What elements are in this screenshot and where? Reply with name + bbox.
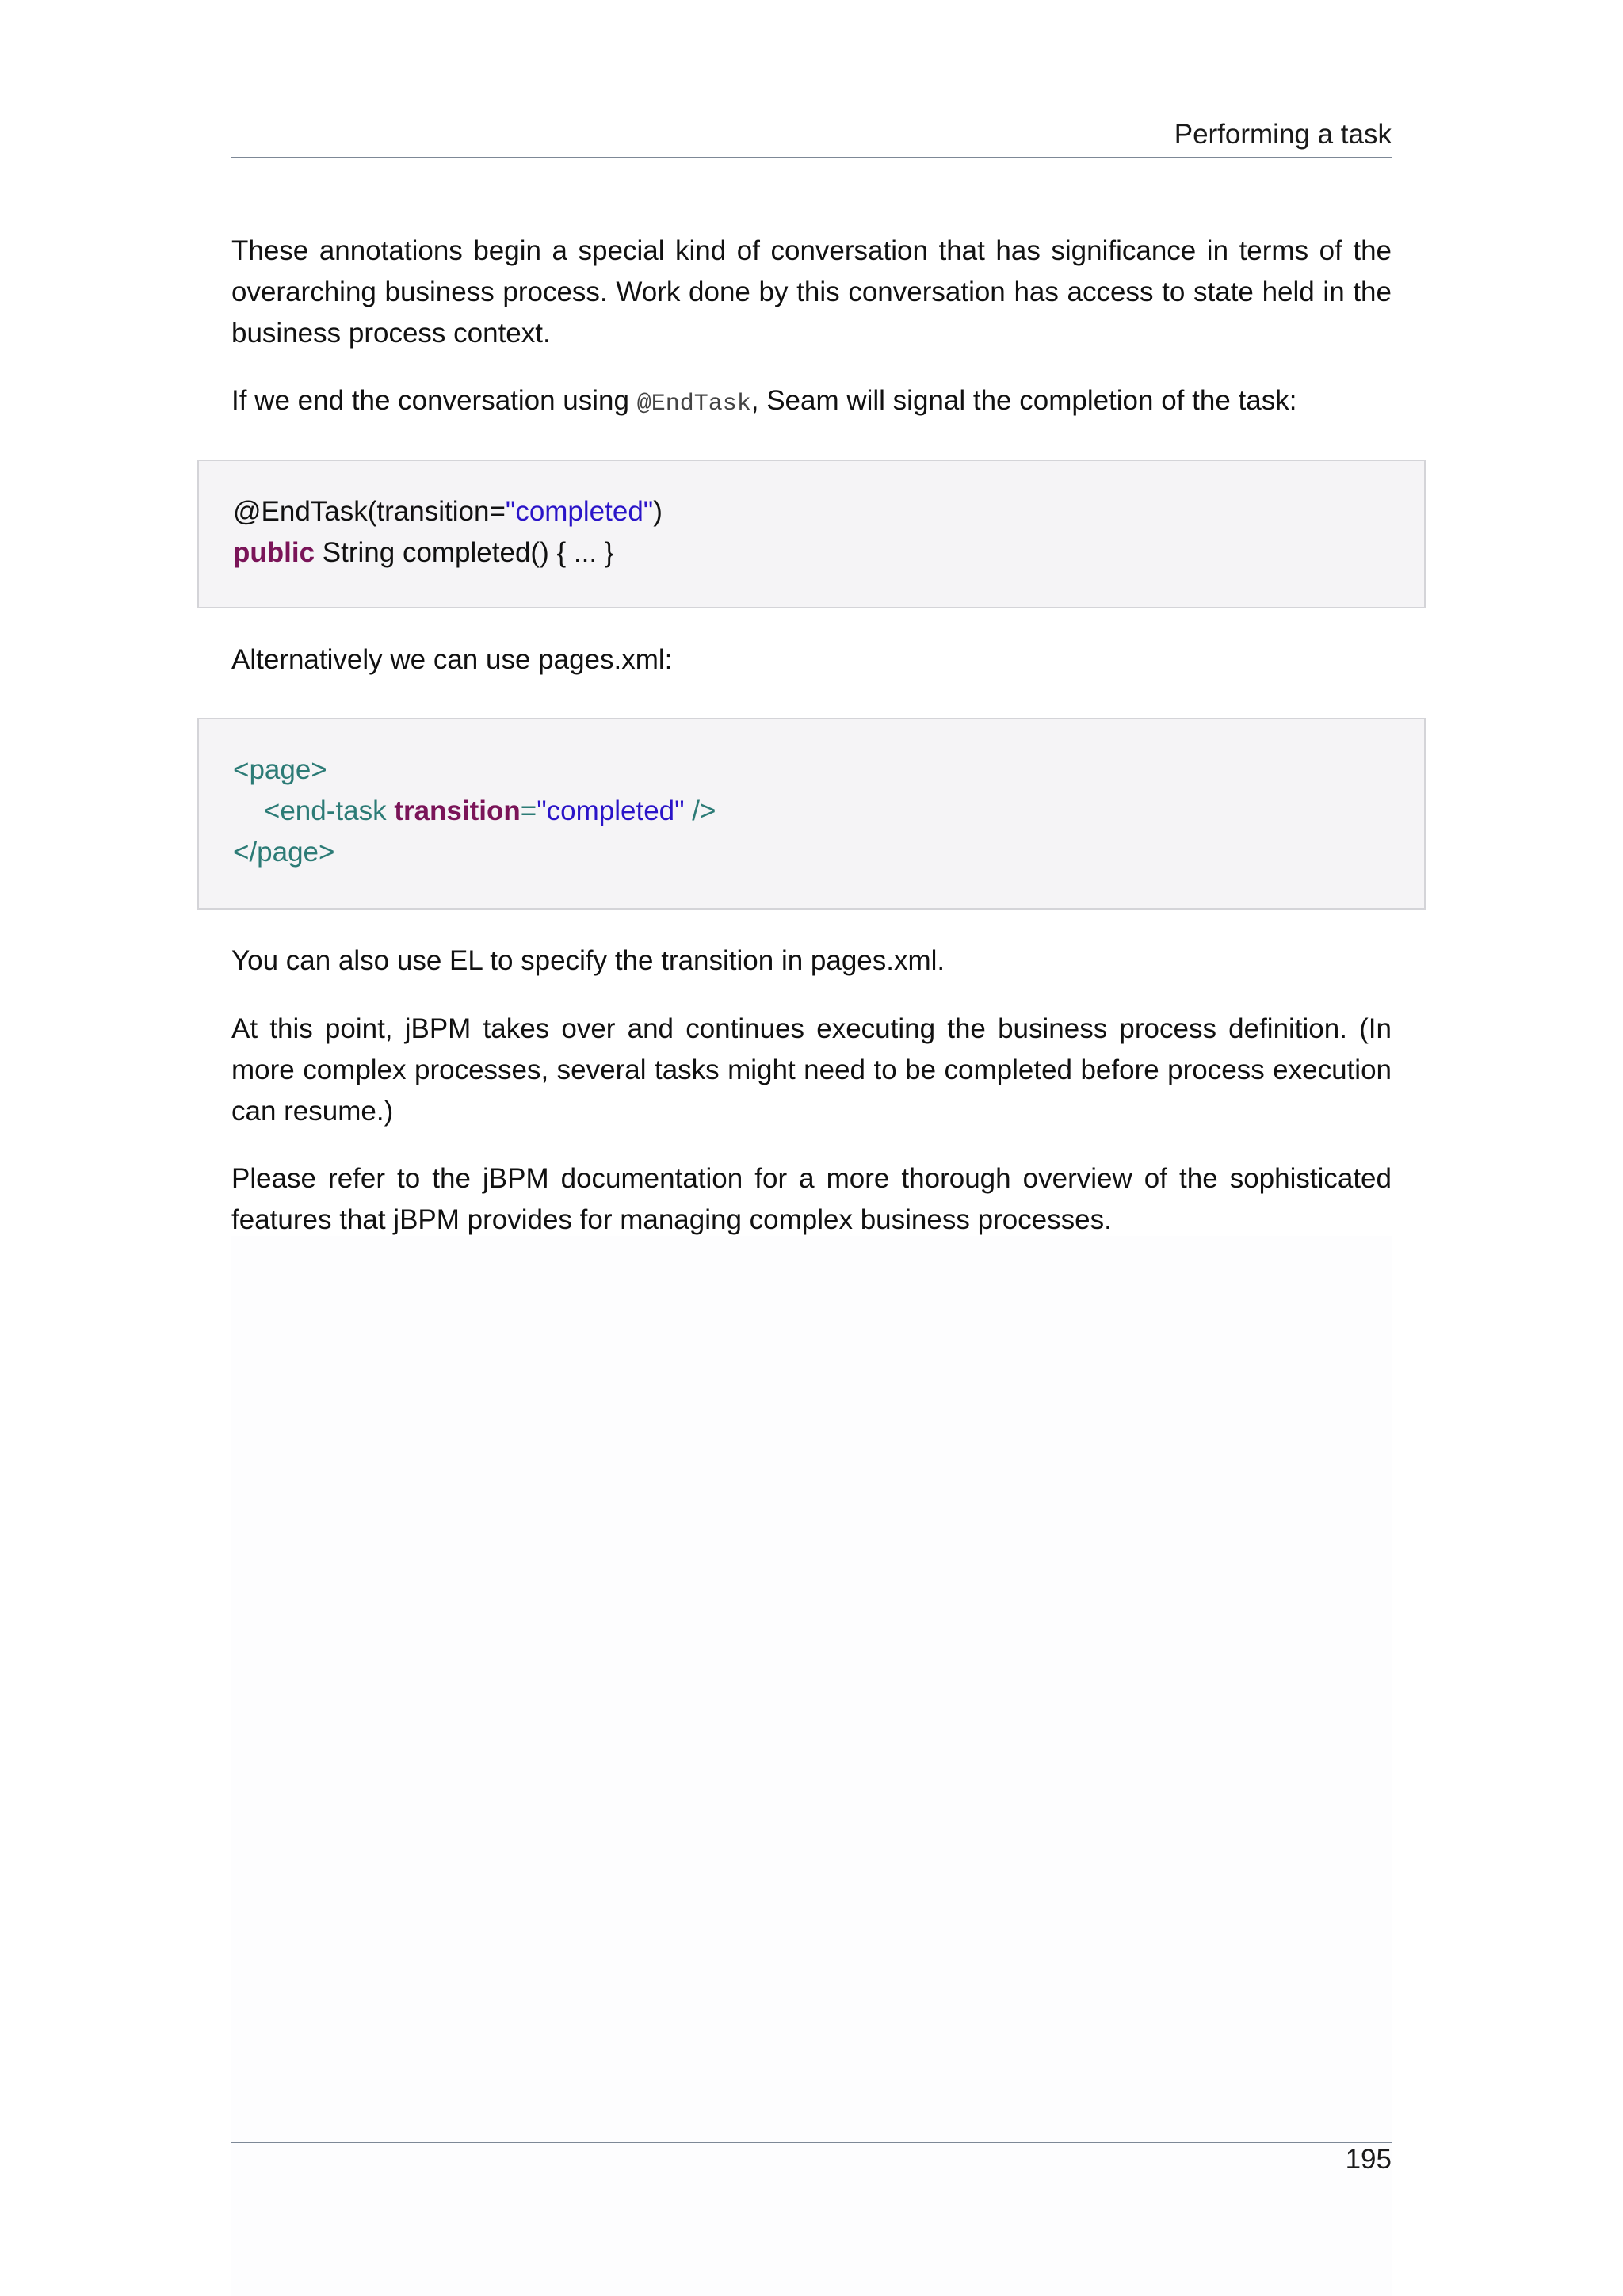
java-annotation: @EndTask(transition=	[233, 496, 506, 527]
inline-code-endtask: @EndTask	[636, 391, 751, 418]
java-string-literal: "completed"	[505, 496, 654, 527]
paragraph-alternatively: Alternatively we can use pages.xml:	[231, 644, 673, 675]
xml-code-line-3	[233, 832, 334, 873]
java-code-line-2	[233, 532, 613, 574]
xml-code-line-1	[233, 749, 327, 791]
xml-page-close-tag: </page>	[233, 837, 335, 868]
java-code-line-1	[233, 491, 663, 532]
paragraph-el-transition: You can also use EL to specify the transition in pages.xml.	[231, 945, 945, 976]
java-code-block	[197, 460, 1426, 608]
xml-page-open-tag: <page>	[233, 754, 327, 785]
paragraph-end-conversation	[231, 380, 1392, 425]
paragraph-end-conversation-text-after: , Seam will signal the completion of the task:	[750, 385, 1297, 416]
paragraph-end-conversation-text-before: If we end the conversation using	[231, 385, 637, 416]
java-annotation-close: )	[653, 496, 663, 527]
xml-end-task-tag: <end-task	[263, 795, 395, 826]
xml-attribute-value: "completed"	[537, 795, 685, 826]
java-keyword-public: public	[233, 537, 315, 568]
java-method-signature: String completed() { ... }	[315, 537, 614, 568]
xml-code-line-2	[233, 791, 716, 832]
xml-transition-attribute: transition	[394, 795, 521, 826]
page-background-shade	[231, 1236, 1392, 2296]
paragraph-jbpm-takes-over: At this point, jBPM takes over and continues executing the business process definition. (In more complex processes, several tasks might need to be completed before process execution can resume.)	[231, 1013, 1392, 1127]
running-header: Performing a task	[1174, 119, 1392, 150]
xml-self-close: />	[684, 795, 716, 826]
xml-equals: =	[520, 795, 537, 826]
paragraph-jbpm-documentation: Please refer to the jBPM documentation for a more thorough overview of the sophisticated features that jBPM provides for managing complex business processes.	[231, 1163, 1392, 1235]
xml-code-block	[197, 718, 1426, 910]
header-rule	[231, 157, 1392, 158]
xml-indent	[233, 795, 264, 826]
page-number: 195	[1345, 2144, 1392, 2175]
paragraph-annotations-intro: These annotations begin a special kind of conversation that has significance in terms of the overarching business process. Work done by this conversation has access to state held in the business process context.	[231, 235, 1392, 349]
